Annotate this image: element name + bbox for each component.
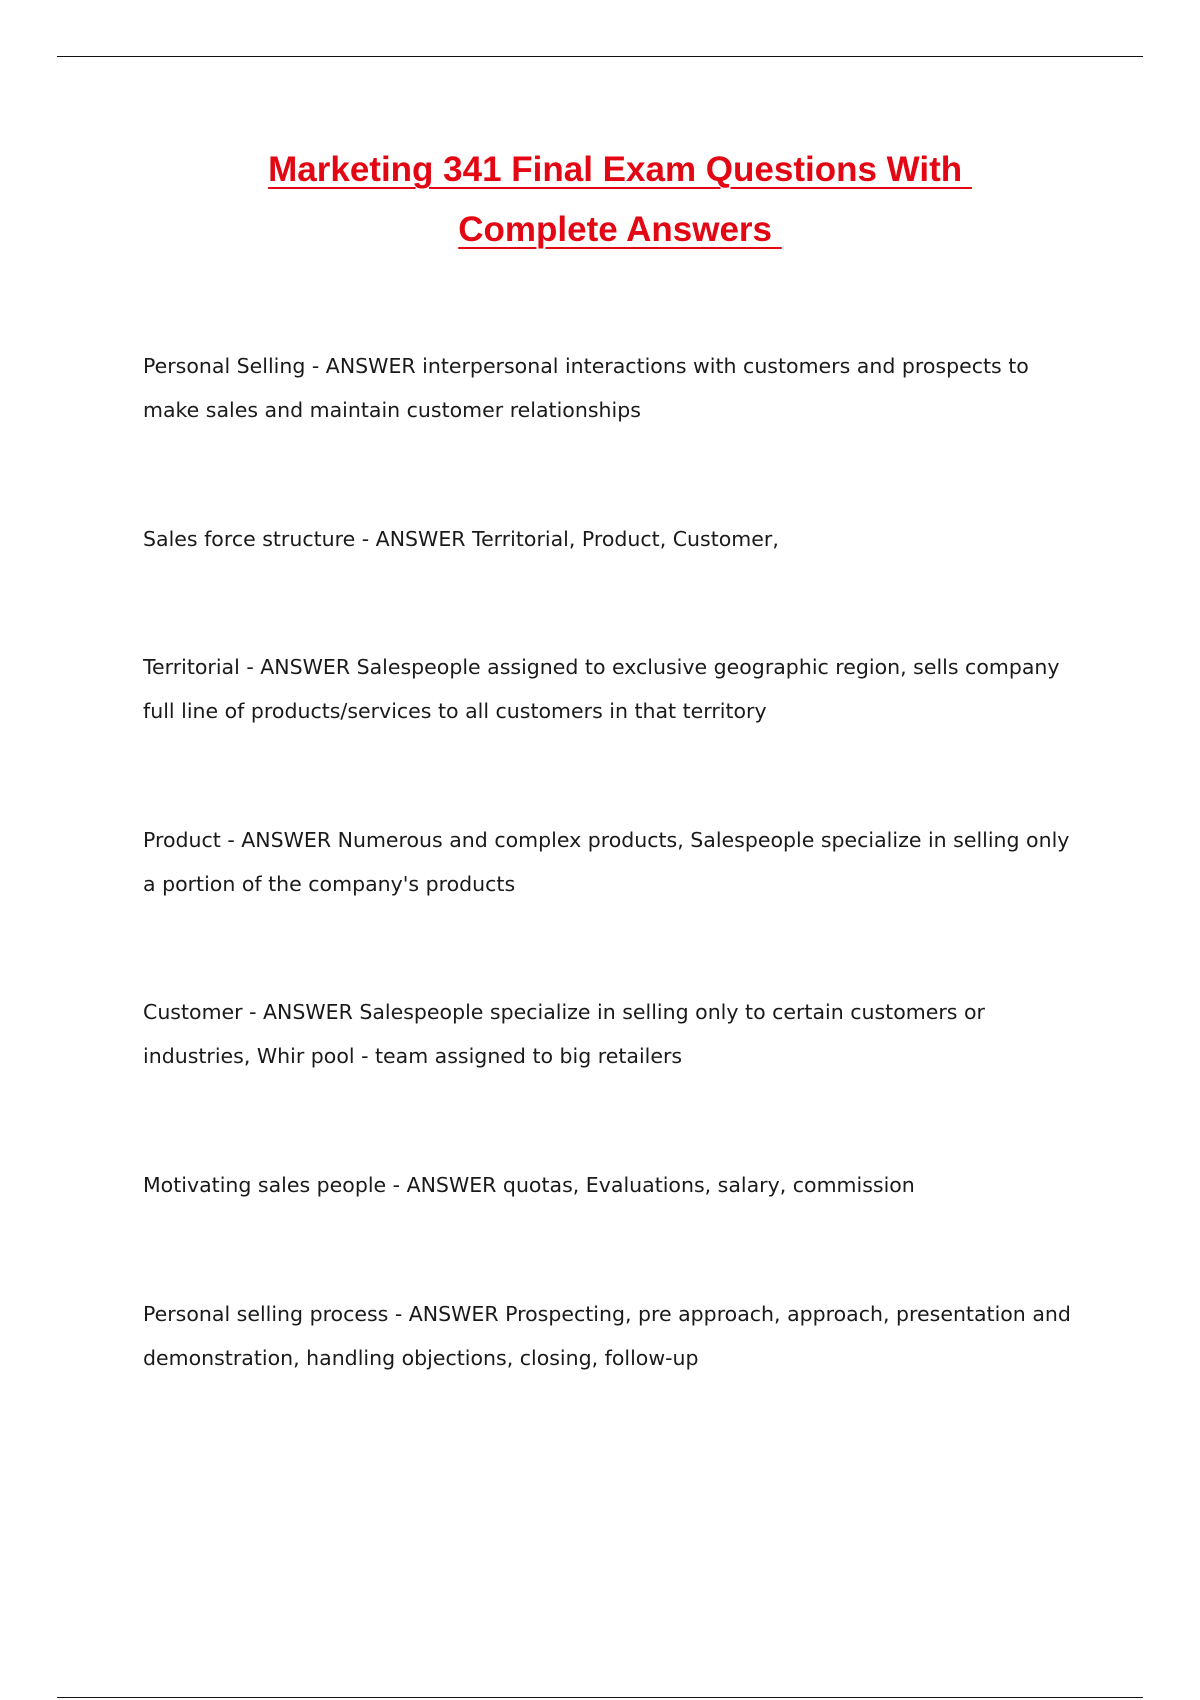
qa-entry-personal-selling: Personal Selling - ANSWER interpersonal interactions with customers and prospects to make sales and maintain customer relationships [143, 354, 1029, 422]
qa-entry-motivating-sales-people: Motivating sales people - ANSWER quotas, Evaluations, salary, commission [143, 1173, 915, 1197]
qa-entry-sales-force-structure: Sales force structure - ANSWER Territorial, Product, Customer, [143, 527, 779, 551]
header-rule [57, 56, 1143, 57]
footer-rule [57, 1697, 1143, 1698]
page-title [0, 140, 1200, 260]
qa-entry-product: Product - ANSWER Numerous and complex products, Salespeople specialize in selling only a portion of the company's products [143, 828, 1070, 896]
qa-entry-customer: Customer - ANSWER Salespeople specialize in selling only to certain customers or industries, Whir pool - team assigned to big retailers [143, 1000, 985, 1068]
qa-entry-personal-selling-process: Personal selling process - ANSWER Prospecting, pre approach, approach, presentation and demonstration, handling objections, closing, follow-up [143, 1302, 1071, 1370]
qa-entry-territorial: Territorial - ANSWER Salespeople assigned to exclusive geographic region, sells company full line of products/services to all customers in that territory [143, 655, 1060, 723]
title-line-2: Complete Answers [458, 210, 782, 249]
title-line-1: Marketing 341 Final Exam Questions With [268, 150, 972, 189]
